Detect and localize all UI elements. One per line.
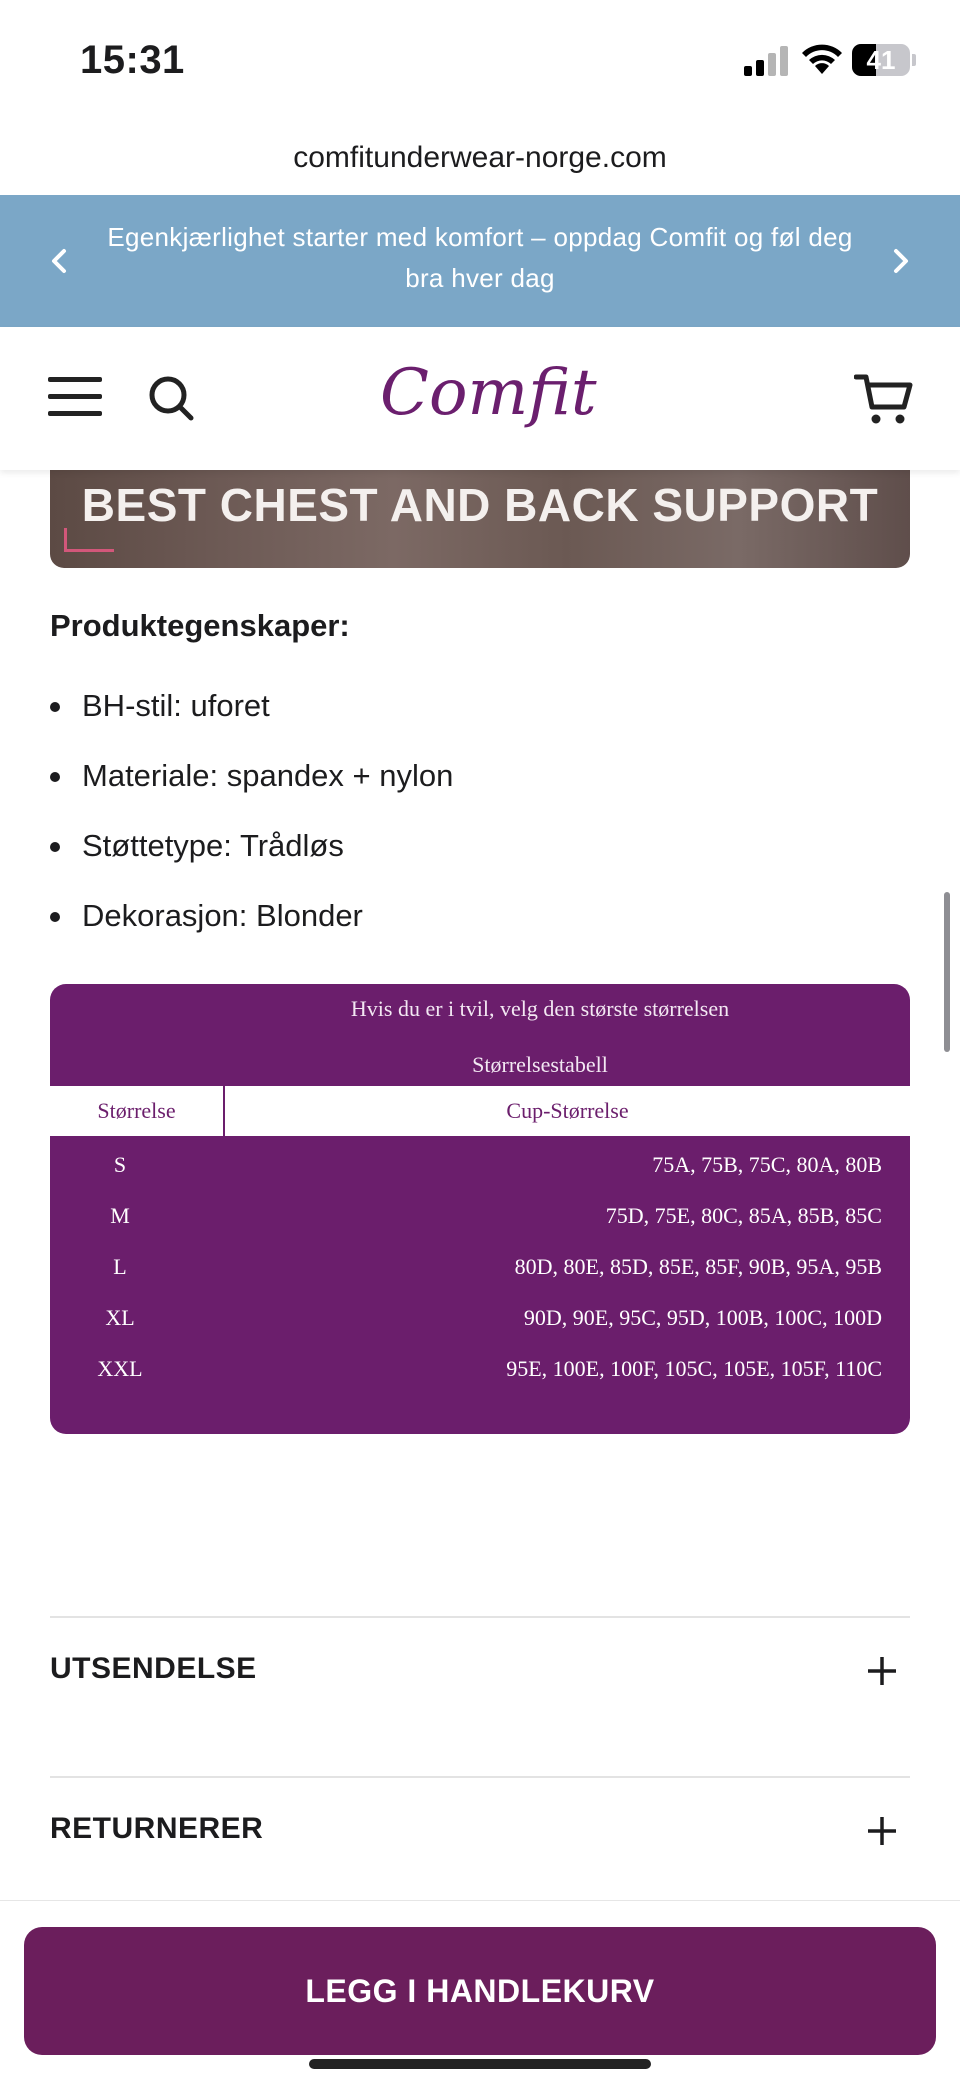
status-time: 15:31 — [80, 38, 185, 82]
size-chart-caption: Størrelsestabell — [472, 1052, 608, 1077]
accordion-label: UTSENDELSE — [50, 1652, 257, 1685]
cup-size-cell: 90D, 90E, 95C, 95D, 100B, 100C, 100D — [523, 1305, 882, 1330]
size-chart-row — [50, 1241, 910, 1292]
size-chart-row — [50, 1139, 910, 1190]
product-banner-image — [50, 470, 910, 568]
cellular-signal-icon — [744, 44, 788, 76]
scrollbar[interactable] — [944, 892, 950, 1052]
size-cell: S — [113, 1152, 127, 1177]
hamburger-menu-icon[interactable] — [48, 377, 104, 417]
status-bar — [0, 0, 960, 120]
features-list — [50, 680, 910, 960]
cup-size-cell: 75A, 75B, 75C, 80A, 80B — [652, 1152, 882, 1177]
battery-percentage: 41 — [866, 45, 896, 75]
feature-item: BH-stil: uforet — [50, 680, 910, 750]
search-icon[interactable] — [146, 373, 196, 423]
site-header — [0, 327, 960, 470]
chevron-right-icon[interactable] — [880, 241, 920, 281]
feature-item: Materiale: spandex + nylon — [50, 750, 910, 820]
feature-item: Dekorasjon: Blonder — [50, 890, 910, 960]
accordion-returns[interactable] — [50, 1778, 910, 1888]
size-chart — [50, 984, 910, 1434]
size-chart-header-row — [50, 1086, 910, 1136]
size-column-header: Størrelse — [50, 1086, 225, 1136]
size-chart-row — [50, 1190, 910, 1241]
announcement-text: Egenkjærlighet starter med komfort – oppdag Comfit og føl deg bra hver dag — [107, 222, 853, 293]
size-cell: M — [110, 1203, 130, 1228]
announcement-bar — [0, 195, 960, 327]
features-heading: Produktegenskaper: — [50, 608, 350, 643]
size-cell: XL — [105, 1305, 135, 1330]
size-cell: XXL — [97, 1356, 143, 1381]
size-chart-tip: Hvis du er i tvil, velg den største størrelsen — [350, 996, 730, 1021]
accordion-shipping[interactable] — [50, 1618, 910, 1728]
banner-text: BEST CHEST AND BACK SUPPORT — [81, 479, 879, 531]
home-indicator[interactable] — [309, 2059, 651, 2069]
cart-icon[interactable] — [854, 371, 914, 427]
accordion-label: RETURNERER — [50, 1812, 264, 1845]
cup-size-cell: 75D, 75E, 80C, 85A, 85B, 85C — [605, 1203, 882, 1228]
add-to-cart-button[interactable]: LEGG I HANDLEKURV — [24, 1927, 936, 2055]
plus-icon[interactable] — [866, 1815, 898, 1847]
chevron-left-icon[interactable] — [40, 241, 80, 281]
feature-item: Støttetype: Trådløs — [50, 820, 910, 890]
size-chart-row — [50, 1292, 910, 1343]
battery-cap — [912, 54, 916, 66]
cup-size-cell: 95E, 100E, 100F, 105C, 105E, 105F, 110C — [506, 1356, 882, 1381]
cup-size-column-header: Cup-Størrelse — [506, 1098, 629, 1123]
address-bar-url[interactable]: comfitunderwear-norge.com — [293, 141, 667, 174]
sticky-bottom-bar — [0, 1900, 960, 2078]
wifi-icon — [800, 42, 844, 76]
battery-icon — [852, 44, 910, 76]
comfit-logo[interactable]: Comfit — [380, 356, 597, 430]
size-chart-row — [50, 1343, 910, 1394]
banner-decoration — [64, 528, 114, 552]
cup-size-cell: 80D, 80E, 85D, 85E, 85F, 90B, 95A, 95B — [514, 1254, 882, 1279]
size-cell: L — [113, 1254, 127, 1279]
plus-icon[interactable] — [866, 1655, 898, 1687]
